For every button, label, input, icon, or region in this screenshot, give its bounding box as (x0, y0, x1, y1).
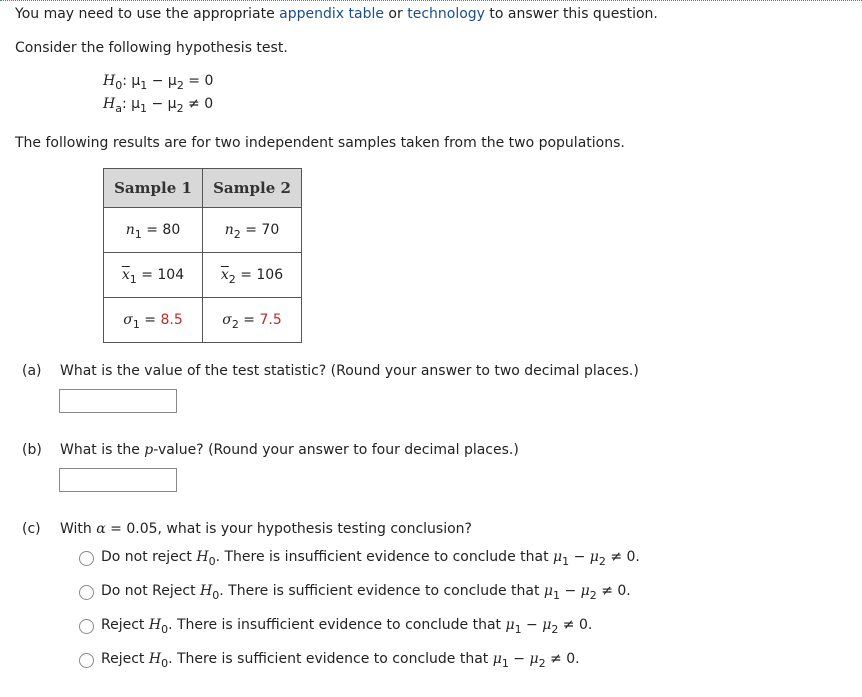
appendix-table-link[interactable]: appendix table (279, 6, 384, 22)
sample-2-header: Sample 2 (203, 169, 302, 208)
option-4-label[interactable]: Reject $H_0$. There is sufficient evidence to conclude that $\mu_1 - \mu_2 \ne 0$. (101, 651, 580, 670)
x1-cell: $\overline{x}_1 = 104$ (104, 253, 203, 298)
sigma2-cell: $\sigma_2 = 7.5$ (203, 298, 302, 343)
technology-link[interactable]: technology (407, 6, 485, 22)
test-statistic-input[interactable] (59, 389, 177, 413)
sigma1-cell: $\sigma_1 = 8.5$ (104, 298, 203, 343)
samples-table (103, 168, 302, 343)
option-2-radio[interactable] (79, 585, 94, 600)
option-3-radio[interactable] (79, 619, 94, 634)
option-2-label[interactable]: Do not Reject $H_0$. There is sufficient evidence to conclude that $\mu_1 - \mu_2 \ne 0$. (101, 583, 631, 602)
option-3-label[interactable]: Reject $H_0$. There is insufficient evidence to conclude that $\mu_1 - \mu_2 \ne 0$. (101, 617, 593, 636)
part-b-label: (b) (22, 442, 42, 458)
option-1-radio[interactable] (79, 551, 94, 566)
part-a-question: What is the value of the test statistic? (Round your answer to two decimal places.) (60, 363, 639, 379)
top-divider (0, 0, 862, 1)
option-1-label[interactable]: Do not reject $H_0$. There is insufficient evidence to conclude that $\mu_1 - \mu_2 \ne 0$. (101, 549, 640, 568)
part-b-question: What is the p-value? (Round your answer to four decimal places.) (60, 442, 519, 458)
results-text: The following results are for two independent samples taken from the two populations. (15, 135, 625, 151)
p-value-input[interactable] (59, 468, 177, 492)
intro-text: You may need to use the appropriate appendix table or technology to answer this question. (15, 6, 658, 22)
option-4-radio[interactable] (79, 653, 94, 668)
alternative-hypothesis: $H_a$: $\mu_1 - \mu_2 \ne 0$ (103, 96, 214, 115)
part-a-label: (a) (22, 363, 42, 379)
sample-1-header: Sample 1 (104, 169, 203, 208)
n2-cell: $n_2 = 70$ (203, 208, 302, 253)
part-c-question: With α = 0.05, what is your hypothesis testing conclusion? (60, 521, 472, 537)
x2-cell: $\overline{x}_2 = 106$ (203, 253, 302, 298)
null-hypothesis: $H_0$: $\mu_1 - \mu_2 = 0$ (103, 73, 214, 92)
part-c-label: (c) (22, 521, 41, 537)
n1-cell: $n_1 = 80$ (104, 208, 203, 253)
consider-text: Consider the following hypothesis test. (15, 40, 288, 56)
